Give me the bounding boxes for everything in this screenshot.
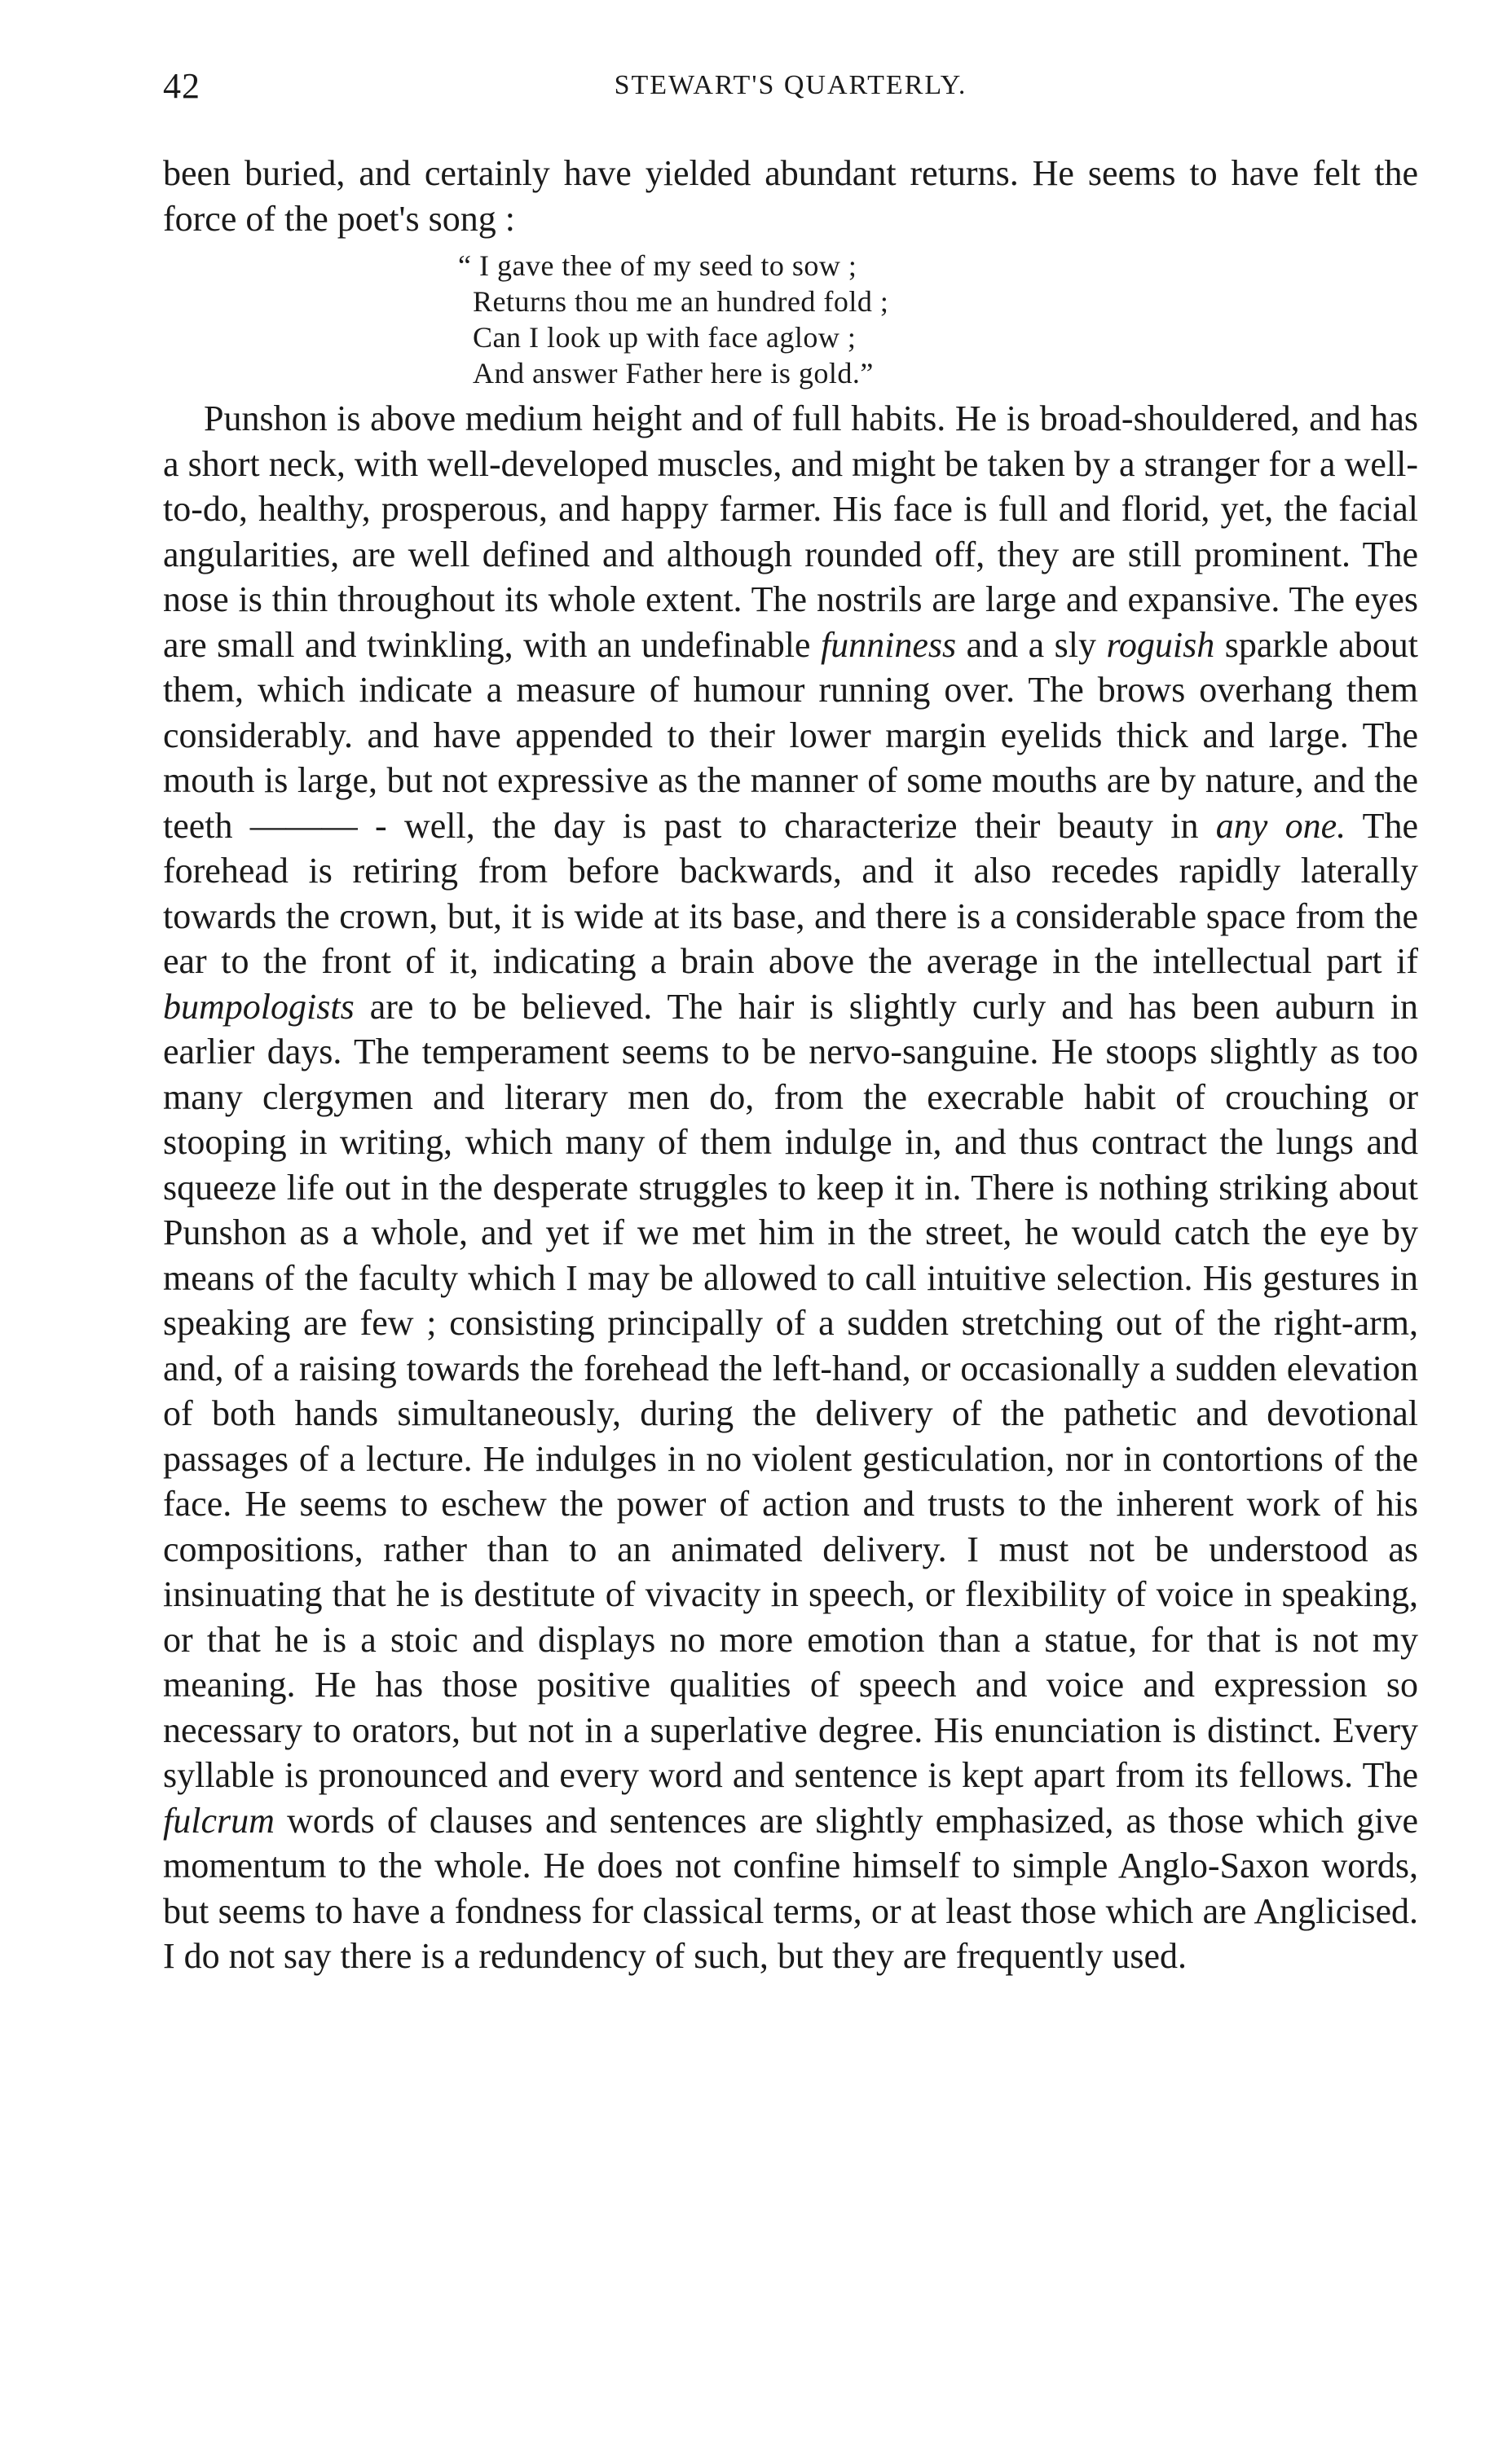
poem-line: Can I look up with face aglow ; — [473, 321, 857, 354]
italic-word: bumpologists — [163, 986, 355, 1027]
text-run: and a sly — [956, 624, 1107, 665]
poem-quote — [458, 248, 1418, 391]
page-number: 42 — [163, 66, 200, 106]
running-head: STEWART'S QUARTERLY. — [614, 70, 967, 100]
italic-word: fulcrum — [163, 1800, 275, 1841]
text-run: words of clauses and sentences are slightly emphasized, as those which give momentum to the whole. He does not confine himself to simple Anglo-Saxon words, but seems to have a fondness for classical terms, or at least those which are Anglicised. I do not say there is a redundency of such, but they are frequently used. — [163, 1800, 1418, 1976]
paragraph-continuation: been buried, and certainly have yielded abundant returns. He seems to have felt the force of the poet's song : — [163, 153, 1418, 239]
text-run: Punshon is above medium height and of full habits. He is broad-shouldered, and has a short neck, with well-developed muscles, and might be taken by a stranger for a well-to-do, healthy, prosperous, and happy farmer. His face is full and florid, yet, the facial angularities, are well defined and although rounded off, they are still prominent. The nose is thin throughout its whole extent. The nostrils are large and expansive. The eyes are small and twinkling, with an undefinable — [163, 398, 1418, 665]
body-text — [163, 151, 1418, 1979]
page-header — [163, 65, 1418, 114]
paragraph-description — [163, 396, 1418, 1979]
italic-word: any one. — [1215, 805, 1346, 846]
poem-line: And answer Father here is gold.” — [473, 357, 874, 389]
text-run: sparkle about them, which indicate a measure of humour running over. The brows overhang them considerably. and have appended to their lower margin eyelids thick and large. The mouth is large, but not expressive as the manner of some mouths are by nature, and the teeth ——— - well, the day is past to characterize their beauty in — [163, 624, 1419, 846]
poem-line: “ I gave thee of my seed to sow ; — [458, 249, 857, 282]
italic-word: roguish — [1106, 624, 1215, 665]
italic-word: funniness — [820, 624, 957, 665]
text-run: The forehead is retiring from before backwards, and it also recedes rapidly laterally towards the crown, but, it is wide at its base, and there is a considerable space from the ear to the front of it, indicating a brain above the average in the intellectual part if — [163, 805, 1418, 981]
text-run: are to be believed. The hair is slightly curly and has been auburn in earlier days. The temperament seems to be nervo-sanguine. He stoops slightly as too many clergymen and literary men do, from the execrable habit of crouching or stooping in writing, which many of them indulge in, and thus contract the lungs and squeeze life out in the desperate struggles to keep it in. There is nothing striking about Punshon as a whole, and yet if we met him in the street, he would catch the eye by means of the faculty which I may be allowed to call intuitive selection. His gestures in speaking are few ; consisting principally of a sudden stretching out of the right-arm, and, of a raising towards the forehead the left-hand, or occasionally a sudden elevation of both hands simultaneously, during the delivery of the pathetic and devotional passages of a lecture. He indulges in no violent gesticulation, nor in contortions of the face. He seems to eschew the power of action and trusts to the inherent work of his compositions, rather than to an animated delivery. I must not be understood as insinuating that he is destitute of vivacity in speech, or flexibility of voice in speaking, or that he is a stoic and displays no more emotion than a statue, for that is not my meaning. He has those positive qualities of speech and voice and expression so necessary to orators, but not in a superlative degree. His enunciation is distinct. Every syllable is pronounced and every word and sentence is kept apart from its fellows. The — [163, 986, 1418, 1795]
poem-line: Returns thou me an hundred fold ; — [473, 285, 889, 318]
